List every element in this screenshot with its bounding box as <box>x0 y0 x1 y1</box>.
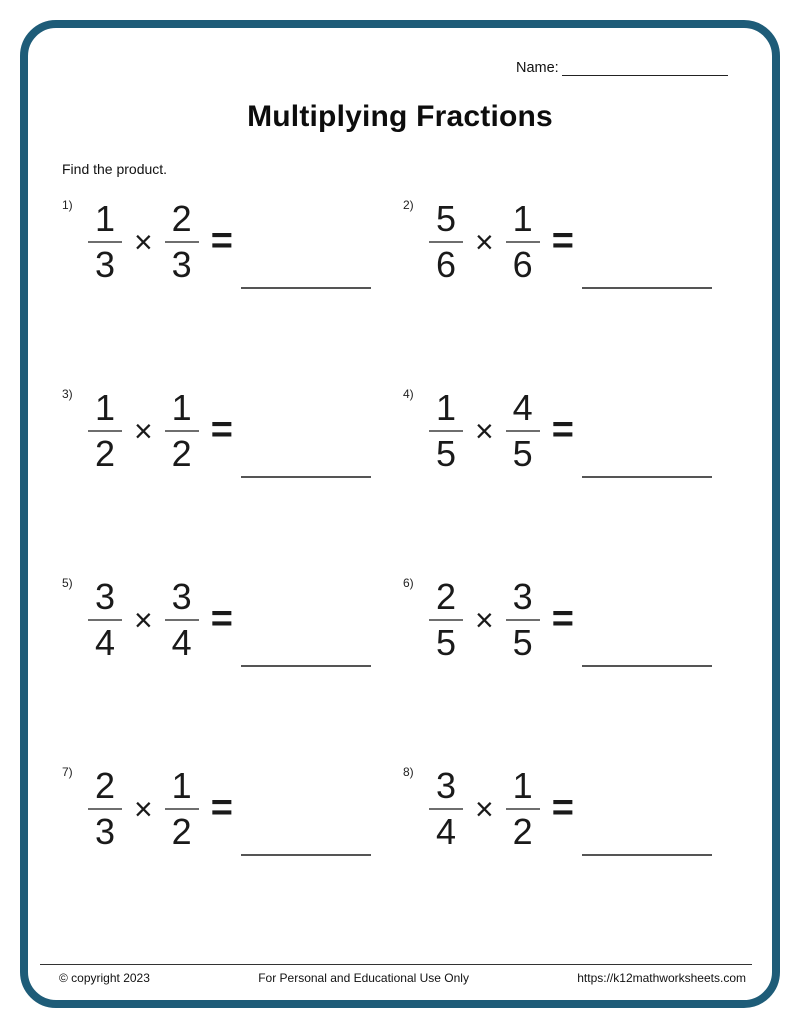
equals-sign: = <box>551 598 574 640</box>
fraction-bar <box>506 619 540 621</box>
multiply-operator: × <box>134 791 153 827</box>
name-answer-line <box>562 60 728 76</box>
problem-number: 4) <box>403 387 414 401</box>
problem-2 <box>401 198 742 387</box>
expression <box>429 199 712 285</box>
problem-1 <box>60 198 401 387</box>
problem-8 <box>401 765 742 954</box>
multiply-operator: × <box>134 413 153 449</box>
numerator: 1 <box>512 765 533 806</box>
denominator: 6 <box>512 244 533 285</box>
fraction-bar <box>429 430 463 432</box>
fraction-1 <box>429 199 463 285</box>
problem-5 <box>60 576 401 765</box>
equals-sign: = <box>551 409 574 451</box>
footer-usage: For Personal and Educational Use Only <box>258 971 469 985</box>
problem-7 <box>60 765 401 954</box>
fraction-1 <box>88 199 122 285</box>
numerator: 2 <box>171 198 192 239</box>
fraction-2 <box>506 199 540 285</box>
answer-blank <box>582 665 712 667</box>
numerator: 3 <box>94 576 116 617</box>
expression <box>429 577 712 663</box>
problem-3 <box>60 387 401 576</box>
multiply-operator: × <box>134 602 153 638</box>
numerator: 2 <box>94 765 116 806</box>
fraction-bar <box>88 808 122 810</box>
problems-grid <box>60 198 742 954</box>
fraction-bar <box>165 619 199 621</box>
numerator: 5 <box>435 198 457 239</box>
denominator: 2 <box>94 433 116 474</box>
denominator: 3 <box>94 244 116 285</box>
denominator: 4 <box>435 811 457 852</box>
expression <box>88 577 371 663</box>
multiply-operator: × <box>475 791 494 827</box>
fraction-2 <box>165 577 199 663</box>
denominator: 5 <box>512 433 533 474</box>
answer-blank <box>241 287 371 289</box>
equals-sign: = <box>210 598 233 640</box>
fraction-2 <box>165 388 199 474</box>
fraction-2 <box>506 577 540 663</box>
problem-number: 6) <box>403 576 414 590</box>
footer-divider <box>40 964 752 965</box>
fraction-bar <box>506 808 540 810</box>
answer-blank <box>241 665 371 667</box>
numerator: 3 <box>512 576 533 617</box>
expression <box>88 766 371 852</box>
fraction-1 <box>88 388 122 474</box>
instruction-text: Find the product. <box>62 161 168 177</box>
fraction-2 <box>165 766 199 852</box>
denominator: 5 <box>435 433 457 474</box>
equals-sign: = <box>210 409 233 451</box>
problem-number: 7) <box>62 765 73 779</box>
fraction-1 <box>88 766 122 852</box>
denominator: 4 <box>94 622 116 663</box>
denominator: 5 <box>435 622 457 663</box>
fraction-bar <box>88 619 122 621</box>
fraction-1 <box>429 577 463 663</box>
denominator: 3 <box>171 244 192 285</box>
problem-number: 8) <box>403 765 414 779</box>
problem-number: 5) <box>62 576 73 590</box>
fraction-bar <box>506 241 540 243</box>
expression <box>88 388 371 474</box>
numerator: 2 <box>435 576 457 617</box>
numerator: 1 <box>94 387 116 428</box>
denominator: 2 <box>171 433 192 474</box>
answer-blank <box>582 854 712 856</box>
name-label: Name: <box>516 60 559 76</box>
answer-blank <box>241 854 371 856</box>
problem-6 <box>401 576 742 765</box>
footer-copyright: © copyright 2023 <box>59 971 150 985</box>
denominator: 2 <box>512 811 533 852</box>
answer-blank <box>582 287 712 289</box>
multiply-operator: × <box>475 224 494 260</box>
problem-number: 2) <box>403 198 414 212</box>
numerator: 1 <box>171 765 192 806</box>
denominator: 5 <box>512 622 533 663</box>
fraction-bar <box>506 430 540 432</box>
equals-sign: = <box>551 787 574 829</box>
fraction-bar <box>429 619 463 621</box>
denominator: 4 <box>171 622 192 663</box>
fraction-bar <box>165 241 199 243</box>
answer-blank <box>241 476 371 478</box>
numerator: 1 <box>512 198 533 239</box>
fraction-2 <box>506 388 540 474</box>
page-title: Multiplying Fractions <box>247 100 553 133</box>
fraction-1 <box>88 577 122 663</box>
fraction-bar <box>429 808 463 810</box>
equals-sign: = <box>551 220 574 262</box>
numerator: 1 <box>435 387 457 428</box>
fraction-2 <box>506 766 540 852</box>
numerator: 4 <box>512 387 533 428</box>
multiply-operator: × <box>475 602 494 638</box>
footer-url: https://k12mathworksheets.com <box>577 971 746 985</box>
problem-number: 1) <box>62 198 73 212</box>
fraction-bar <box>165 808 199 810</box>
fraction-bar <box>88 430 122 432</box>
expression <box>429 766 712 852</box>
fraction-1 <box>429 388 463 474</box>
expression <box>88 199 371 285</box>
numerator: 1 <box>171 387 192 428</box>
fraction-1 <box>429 766 463 852</box>
numerator: 1 <box>94 198 116 239</box>
fraction-bar <box>88 241 122 243</box>
numerator: 3 <box>435 765 457 806</box>
fraction-2 <box>165 199 199 285</box>
multiply-operator: × <box>134 224 153 260</box>
fraction-bar <box>165 430 199 432</box>
answer-blank <box>582 476 712 478</box>
problem-number: 3) <box>62 387 73 401</box>
footer <box>59 971 746 985</box>
denominator: 2 <box>171 811 192 852</box>
name-block <box>516 60 728 76</box>
multiply-operator: × <box>475 413 494 449</box>
expression <box>429 388 712 474</box>
problem-4 <box>401 387 742 576</box>
fraction-bar <box>429 241 463 243</box>
numerator: 3 <box>171 576 192 617</box>
denominator: 6 <box>435 244 457 285</box>
equals-sign: = <box>210 220 233 262</box>
equals-sign: = <box>210 787 233 829</box>
denominator: 3 <box>94 811 116 852</box>
